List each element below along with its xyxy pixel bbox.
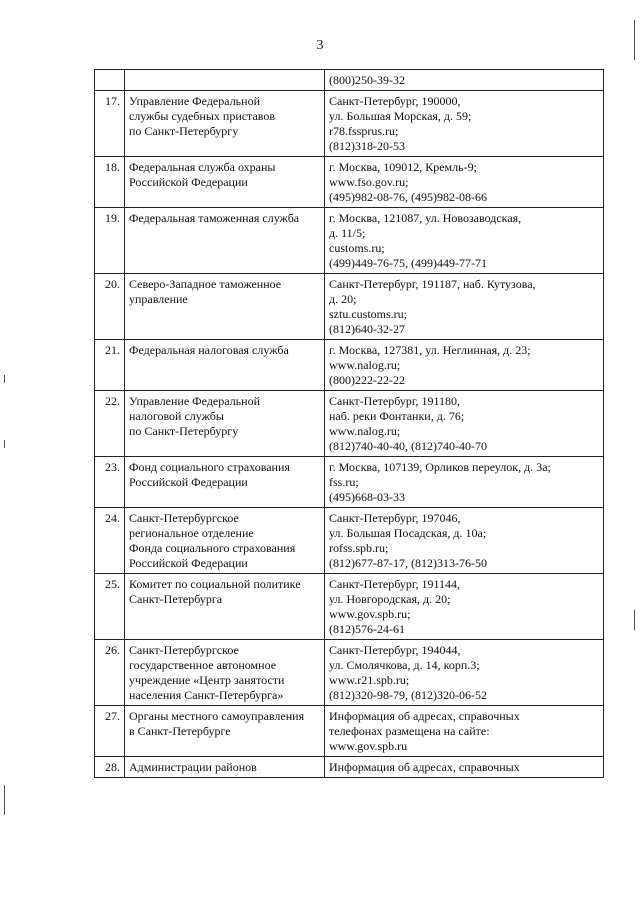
row-number: 21. — [95, 340, 125, 391]
contact-info-line: Санкт-Петербург, 197046, — [329, 511, 461, 525]
organization-name-line: по Санкт-Петербургу — [129, 124, 239, 138]
contact-info-cell — [325, 574, 604, 640]
table-row — [95, 91, 604, 157]
table-row — [95, 706, 604, 757]
organization-name-line: Фонда социального страхования — [129, 541, 296, 555]
table-body — [95, 70, 604, 778]
contact-info-line: (495)982-08-76, (495)982-08-66 — [329, 190, 487, 204]
organization-name-line: Администрации районов — [129, 760, 257, 774]
row-number: 25. — [95, 574, 125, 640]
contact-info-line: (812)740-40-40, (812)740-40-70 — [329, 439, 487, 453]
contact-info-line: (812)318-20-53 — [329, 139, 405, 153]
organization-name-line: в Санкт-Петербурге — [129, 724, 231, 738]
organization-name-line: по Санкт-Петербургу — [129, 424, 239, 438]
organizations-table — [94, 69, 604, 778]
contact-info-line: Информация об адресах, справочных — [329, 709, 520, 723]
row-number: 27. — [95, 706, 125, 757]
contact-info-line: телефонах размещена на сайте: — [329, 724, 490, 738]
organization-name-line: региональное отделение — [129, 526, 254, 540]
contact-info-line: rofss.spb.ru; — [329, 541, 389, 555]
contact-info-line: (812)640-32-27 — [329, 322, 405, 336]
table-row — [95, 340, 604, 391]
organization-name-cell — [125, 91, 325, 157]
contact-info-cell — [325, 508, 604, 574]
contact-info-line: г. Москва, 121087, ул. Новозаводская, — [329, 211, 522, 225]
organization-name-cell — [125, 757, 325, 778]
organization-name-cell — [125, 274, 325, 340]
contact-info-line: г. Москва, 107139, Орликов переулок, д. 3а; — [329, 460, 551, 474]
row-number: 22. — [95, 391, 125, 457]
organization-name-line: Управление Федеральной — [129, 94, 260, 108]
contact-info-line: ул. Большая Морская, д. 59; — [329, 109, 472, 123]
contact-info-line: ул. Смолячкова, д. 14, корп.3; — [329, 658, 480, 672]
organization-name-line: налоговой службы — [129, 409, 224, 423]
organization-name-cell — [125, 508, 325, 574]
organization-name-cell — [125, 70, 325, 91]
organization-name-line: населения Санкт-Петербурга» — [129, 688, 284, 702]
organization-name-line: Федеральная налоговая служба — [129, 343, 289, 357]
contact-info-cell — [325, 391, 604, 457]
scan-mark-right-1 — [634, 20, 635, 60]
contact-info-line: г. Москва, 127381, ул. Неглинная, д. 23; — [329, 343, 531, 357]
contact-info-line: Санкт-Петербург, 194044, — [329, 643, 461, 657]
contact-info-cell — [325, 208, 604, 274]
organization-name-line: Санкт-Петербургское — [129, 511, 239, 525]
contact-info-cell — [325, 757, 604, 778]
table-row — [95, 457, 604, 508]
contact-info-cell — [325, 340, 604, 391]
organization-name-line: Федеральная служба охраны — [129, 160, 276, 174]
row-number: 20. — [95, 274, 125, 340]
table-row — [95, 508, 604, 574]
contact-info-line: (812)576-24-61 — [329, 622, 405, 636]
organization-name-cell — [125, 574, 325, 640]
contact-info-cell — [325, 157, 604, 208]
contact-info-line: www.gov.spb.ru; — [329, 607, 411, 621]
organization-name-line: Фонд социального страхования — [129, 460, 290, 474]
contact-info-line: (499)449-76-75, (499)449-77-71 — [329, 256, 487, 270]
organization-name-line: Комитет по социальной политике — [129, 577, 301, 591]
table-row — [95, 391, 604, 457]
organization-name-line: Российской Федерации — [129, 475, 248, 489]
contact-info-line: customs.ru; — [329, 241, 385, 255]
row-number — [95, 70, 125, 91]
organization-name-line: Санкт-Петербурга — [129, 592, 223, 606]
organization-name-cell — [125, 706, 325, 757]
table-row — [95, 157, 604, 208]
scan-mark-left-3 — [4, 785, 5, 815]
scan-mark-left-2 — [4, 440, 5, 448]
contact-info-line: fss.ru; — [329, 475, 359, 489]
organization-name-line: Органы местного самоуправления — [129, 709, 305, 723]
contact-info-line: www.fso.gov.ru; — [329, 175, 409, 189]
organization-name-cell — [125, 457, 325, 508]
contact-info-line: Санкт-Петербург, 191144, — [329, 577, 460, 591]
contact-info-line: (812)320-98-79, (812)320-06-52 — [329, 688, 487, 702]
contact-info-cell — [325, 706, 604, 757]
contact-info-cell — [325, 640, 604, 706]
contact-info-line: ул. Новгородская, д. 20; — [329, 592, 451, 606]
contact-info-cell — [325, 91, 604, 157]
row-number: 23. — [95, 457, 125, 508]
organization-name-line: Управление Федеральной — [129, 394, 260, 408]
contact-info-line: ул. Большая Посадская, д. 10а; — [329, 526, 487, 540]
contact-info-line: д. 20; — [329, 292, 357, 306]
contact-info-line: (812)677-87-17, (812)313-76-50 — [329, 556, 487, 570]
contact-info-line: (495)668-03-33 — [329, 490, 405, 504]
row-number: 18. — [95, 157, 125, 208]
contact-info-line: г. Москва, 109012, Кремль-9; — [329, 160, 477, 174]
scan-mark-right-2 — [634, 610, 635, 630]
contact-info-line: www.gov.spb.ru — [329, 739, 408, 753]
contact-info-line: Санкт-Петербург, 191187, наб. Кутузова, — [329, 277, 536, 291]
contact-info-cell — [325, 457, 604, 508]
organization-name-line: Северо-Западное таможенное — [129, 277, 282, 291]
contact-info-line: (800)222-22-22 — [329, 373, 405, 387]
page-number: 3 — [316, 38, 324, 53]
organization-name-line: Российской Федерации — [129, 175, 248, 189]
table-row — [95, 208, 604, 274]
contact-info-line: (800)250-39-32 — [329, 73, 405, 87]
contact-info-cell — [325, 274, 604, 340]
organization-name-cell — [125, 340, 325, 391]
row-number: 26. — [95, 640, 125, 706]
organization-name-line: Российской Федерации — [129, 556, 248, 570]
contact-info-line: д. 11/5; — [329, 226, 366, 240]
organization-name-line: службы судебных приставов — [129, 109, 276, 123]
contact-info-line: www.nalog.ru; — [329, 424, 401, 438]
contact-info-cell — [325, 70, 604, 91]
row-number: 28. — [95, 757, 125, 778]
organization-name-line: государственное автономное — [129, 658, 277, 672]
organization-name-line: Федеральная таможенная служба — [129, 211, 300, 225]
organization-name-line: учреждение «Центр занятости — [129, 673, 285, 687]
row-number: 24. — [95, 508, 125, 574]
contact-info-line: Санкт-Петербург, 191180, — [329, 394, 460, 408]
row-number: 17. — [95, 91, 125, 157]
contact-info-line: наб. реки Фонтанки, д. 76; — [329, 409, 465, 423]
contact-info-line: Информация об адресах, справочных — [329, 760, 520, 774]
contact-info-line: www.r21.spb.ru; — [329, 673, 410, 687]
contact-info-line: r78.fssprus.ru; — [329, 124, 399, 138]
row-number: 19. — [95, 208, 125, 274]
scan-mark-left-1 — [4, 375, 5, 383]
contact-info-line: www.nalog.ru; — [329, 358, 401, 372]
contact-info-line: Санкт-Петербург, 190000, — [329, 94, 461, 108]
organization-name-cell — [125, 208, 325, 274]
organization-name-line: управление — [129, 292, 188, 306]
table-row — [95, 70, 604, 91]
table-row — [95, 640, 604, 706]
contact-info-line: sztu.customs.ru; — [329, 307, 407, 321]
organization-name-line: Санкт-Петербургское — [129, 643, 239, 657]
table-row — [95, 574, 604, 640]
organization-name-cell — [125, 640, 325, 706]
table-row — [95, 757, 604, 778]
organization-name-cell — [125, 157, 325, 208]
organization-name-cell — [125, 391, 325, 457]
table-row — [95, 274, 604, 340]
